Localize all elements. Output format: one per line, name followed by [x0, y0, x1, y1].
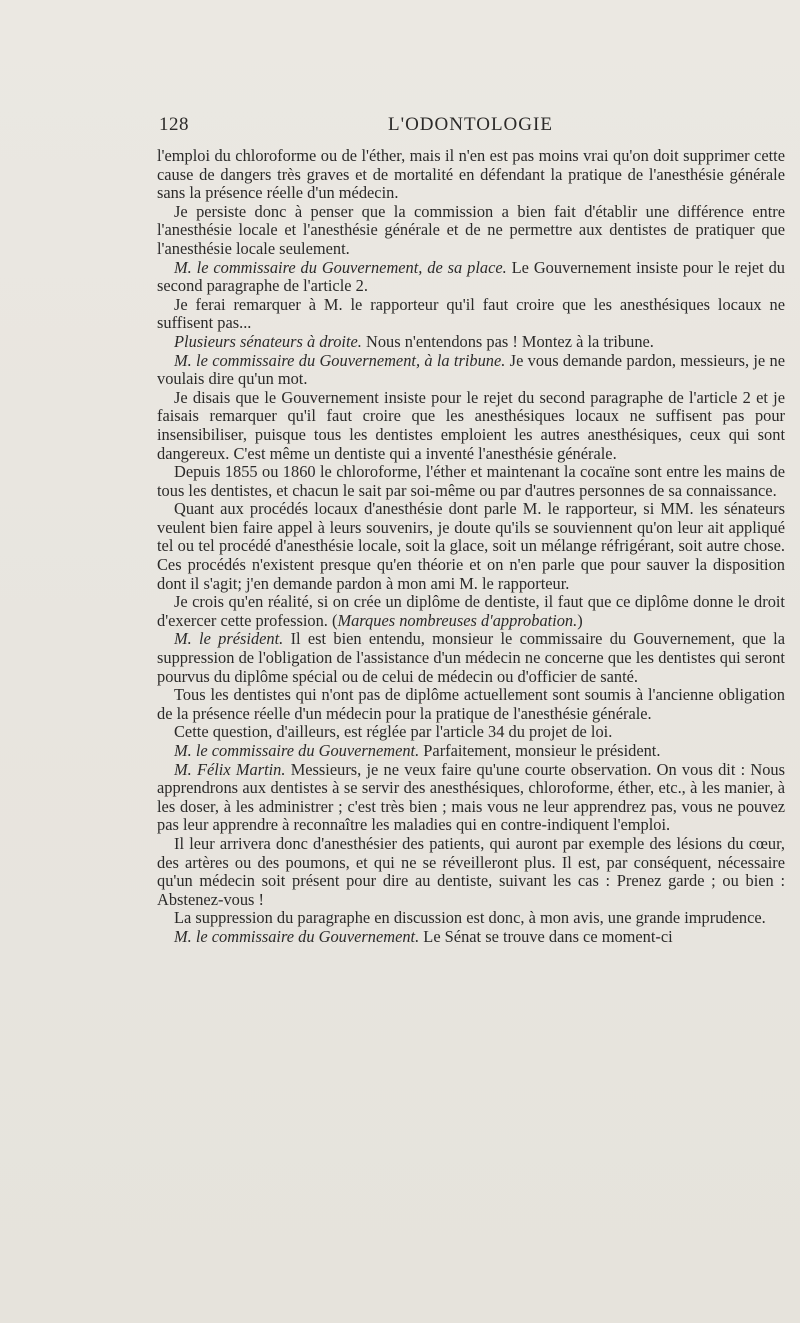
paragraph — [157, 259, 785, 296]
text-segment: Tous les dentistes qui n'ont pas de diplôme actuellement sont soumis à l'ancienne obligation de la présence réelle d'un médecin pour la pratique de l'anesthésie générale. — [157, 685, 785, 723]
paragraph — [157, 389, 785, 463]
text-segment: Je vous demande pardon, messieurs, je ne voulais dire qu'un mot. — [157, 350, 785, 389]
text-segment: Cette question, d'ailleurs, est réglée par l'article 34 du projet de loi. — [174, 722, 613, 742]
text-segment: Nous n'entendons pas ! Montez à la tribune. — [361, 331, 654, 351]
text-segment: Le Gouvernement insiste pour le rejet du second paragraphe de l'article 2. — [157, 257, 786, 296]
italic-text-segment: M. le président. — [174, 629, 284, 649]
text-segment: La suppression du paragraphe en discussion est donc, à mon avis, une grande imprudence. — [174, 908, 766, 928]
italic-text-segment: M. le commissaire du Gouvernement, à la tribune. — [174, 350, 506, 370]
paragraph — [157, 203, 785, 259]
text-segment: Je crois qu'en réalité, si on crée un diplôme de dentiste, il faut que ce diplôme donne le droit d'exercer cette profession. ( — [157, 592, 785, 630]
text-segment: Je persiste donc à penser que la commission a bien fait d'établir une différence entre l'anesthésie locale et l'anesthésie générale et de ne permettre aux dentistes de pratiquer que l'anesthésie locale seulement. — [157, 201, 785, 258]
italic-text-segment: M. Félix Martin. — [174, 759, 286, 779]
page-header — [159, 114, 782, 144]
body-text — [157, 147, 785, 947]
text-segment: Quant aux procédés locaux d'anesthésie dont parle M. le rapporteur, si MM. les sénateurs veulent bien faire appel à leurs souvenirs, je doute qu'ils se souviennent qu'on leur ait appliqué tel ou tel procédé d'anesthésie locale, soit la glace, soit un mélange réfrigérant, soit autre chose. Ces procédés n'existent presque qu'en théorie et on n'en parle que pour sauver la disposition dont il s'agit; j'en demande pardon à mon ami M. le rapporteur. — [157, 499, 785, 593]
paragraph — [157, 909, 785, 928]
paragraph — [157, 761, 785, 835]
paragraph — [157, 835, 785, 909]
italic-text-segment: M. le commissaire du Gouvernement. — [174, 741, 420, 760]
text-segment: Parfaitement, monsieur le président. — [419, 741, 661, 760]
paragraph — [157, 593, 785, 630]
paragraph — [157, 333, 785, 352]
paragraph — [157, 500, 785, 593]
paragraph — [157, 463, 785, 500]
paragraph — [157, 742, 785, 761]
page-number: 128 — [159, 114, 189, 135]
text-segment: Il leur arrivera donc d'anesthésier des patients, qui auront par exemple des lésions du cœur, des artères ou des poumons, et qui ne se réveilleront plus. Il est, par conséquent, nécessaire qu'un médecin soit présent pour dire au dentiste, suivant les cas : Prenez garde ; ou bien : Abstenez-vous ! — [157, 833, 785, 909]
paragraph — [157, 352, 785, 389]
text-segment: Je disais que le Gouvernement insiste pour le rejet du second paragraphe de l'article 2 et je faisais remarquer qu'il faut croire que les anesthésiques locaux ne suffisent pas pour insensibiliser, puisque tous les dentistes emploient les autres anesthésiques, ceux qui sont dangereux. C'est même un dentiste qui a inventé l'anesthésie générale. — [157, 387, 785, 463]
paragraph — [157, 723, 785, 742]
running-title: L'ODONTOLOGIE — [388, 114, 553, 135]
italic-text-segment: M. le commissaire du Gouvernement, de sa place. — [174, 257, 507, 277]
text-segment: Je ferai remarquer à M. le rapporteur qu'il faut croire que les anesthésiques locaux ne suffisent pas... — [157, 294, 785, 333]
text-segment: Il est bien entendu, monsieur le commissaire du Gouvernement, que la suppression de l'obligation de l'assistance d'un médecin ne concerne que les dentistes qui seront pourvus du diplôme spécial ou de celui de médecin ou d'officier de santé. — [157, 629, 785, 686]
text-segment: Messieurs, je ne veux faire qu'une courte observation. On vous dit : Nous apprendrons aux dentistes à se servir des anesthésiques, chloroforme, éther, etc., à les manier, à les doser, à les administrer ; c'est très bien ; mais vous ne leur apprendrez pas, vous ne pouvez pas leur apprendre à reconnaître les maladies qui en contre-indiquent l'emploi. — [157, 759, 785, 835]
text-segment: Le Sénat se trouve dans ce moment-ci — [419, 926, 673, 946]
text-segment: ) — [577, 610, 583, 630]
paragraph — [157, 147, 785, 203]
text-segment: l'emploi du chloroforme ou de l'éther, mais il n'en est pas moins vrai qu'on doit supprimer cette cause de dangers très graves et de mortalité en défendant la pratique de l'anesthésie générale sans la présence réelle d'un médecin. — [157, 146, 785, 203]
paragraph — [157, 686, 785, 723]
italic-text-segment: Marques nombreuses d'approbation. — [337, 610, 578, 630]
italic-text-segment: Plusieurs sénateurs à droite. — [174, 331, 362, 351]
paragraph — [157, 630, 785, 686]
text-segment: Depuis 1855 ou 1860 le chloroforme, l'éther et maintenant la cocaïne sont entre les mains de tous les dentistes, et chacun le sait par soi-même ou par d'autres personnes de sa connaissance. — [157, 462, 785, 500]
italic-text-segment: M. le commissaire du Gouvernement. — [174, 926, 420, 946]
paragraph — [157, 928, 785, 947]
paragraph — [157, 296, 785, 333]
